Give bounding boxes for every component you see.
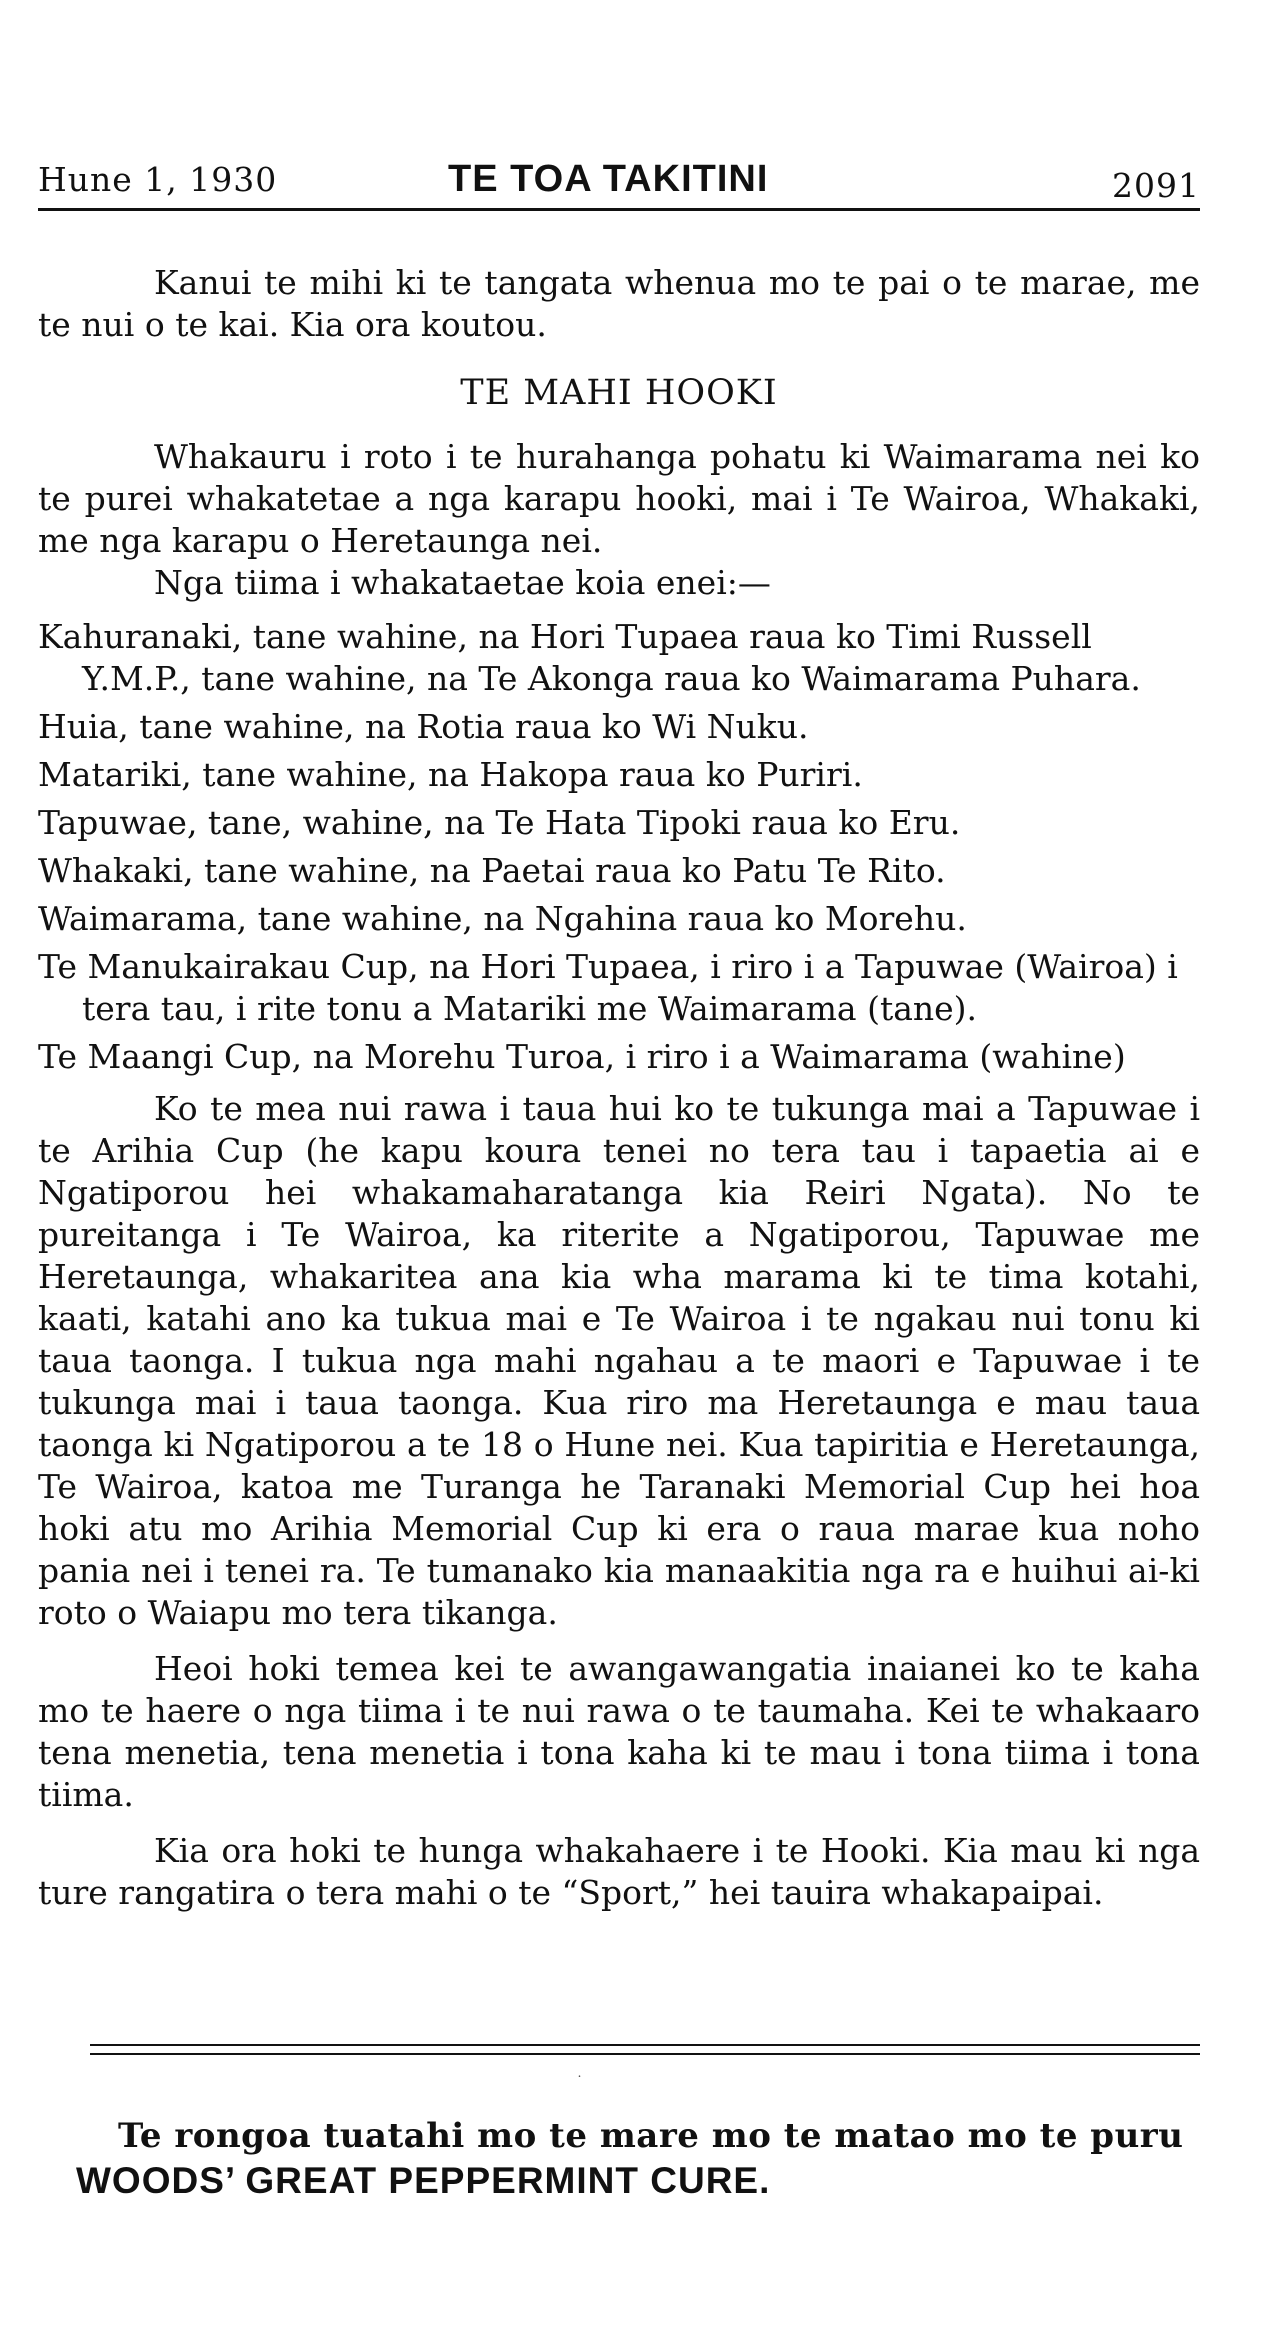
divider [90,2053,1200,2055]
opening-paragraph: Kanui te mihi ki te tangata whenua mo te pai o te marae, me te nui o te kai. Kia ora koutou. [38,263,1200,344]
section-heading: TE MAHI HOOKI [460,373,778,413]
list-item: Kahuranaki, tane wahine, na Hori Tupaea raua ko Timi Russell Y.M.P., tane wahine, na Te Akonga raua ko Waimarama Puhara. [38,617,1141,698]
teams-list [38,616,1200,1078]
body-paragraph: Ko te mea nui rawa i taua hui ko te tukunga mai a Tapuwae i te Arihia Cup (he kapu koura tenei no tera tau i tapaetia ai e Ngatiporou hei whakamaharatanga kia Reiri Ngata). No te pureitanga i Te Wairoa, ka riterite a Ngatiporou, Tapuwae me Heretaunga, whakaritea ana kia wha marama ki te tima kotahi, kaati, katahi ano ka tukua mai e Te Wairoa i te ngakau nui tonu ki taua taonga. I tukua nga mahi ngahau a te maori e Tapuwae i te tukunga mai i taua taonga. Kua riro ma Heretaunga e mau taua taonga ki Ngatiporou a te 18 o Hune nei. Kua tapiritia e Heretaunga, Te Wairoa, katoa me Turanga he Taranaki Memorial Cup hei hoa hoki atu mo Arihia Memorial Cup ki era o raua marae kua noho pania nei i tenei ra. Te tumanako kia manaakitia nga ra e huihui ai-ki roto o Waiapu mo tera tikanga. [38,1089,1200,1632]
publication-title: TE TOA TAKITINI [448,158,769,200]
intro-paragraph: Whakauru i roto i te hurahanga pohatu ki Waimarama nei ko te purei whakatetae a nga karapu hooki, mai i Te Wairoa, Whakaki, me nga karapu o Heretaunga nei. [38,437,1200,560]
body-paragraph: Kia ora hoki te hunga whakahaere i te Hooki. Kia mau ki nga ture rangatira o tera mahi o te “Sport,” hei tauira whakapaipai. [38,1831,1200,1912]
running-head [38,158,1200,211]
list-item: Tapuwae, tane, wahine, na Te Hata Tipoki raua ko Eru. [38,803,961,842]
ad-tagline: Te rongoa tuatahi mo te mare mo te matao mo te puru [118,2116,1184,2156]
list-item: Te Manukairakau Cup, na Hori Tupaea, i riro i a Tapuwae (Wairoa) i tera tau, i rite tonu a Matariki me Waimarama (tane). [38,947,1178,1028]
list-item: Waimarama, tane wahine, na Ngahina raua ko Morehu. [38,899,967,938]
list-item: Te Maangi Cup, na Morehu Turoa, i riro i a Waimarama (wahine) [38,1037,1126,1076]
list-item: Huia, tane wahine, na Rotia raua ko Wi Nuku. [38,707,809,746]
body-paragraph: Heoi hoki temea kei te awangawangatia inaianei ko te kaha mo te haere o nga tiima i te nui rawa o te taumaha. Kei te whakaaro tena menetia, tena menetia i tona kaha ki te mau i tona tiima i tona tiima. [38,1649,1200,1814]
teams-intro: Nga tiima i whakataetae koia enei:— [154,563,771,602]
article-body [38,262,1200,1914]
double-rule [90,2044,1200,2055]
ad-product-name: WOODS’ GREAT PEPPERMINT CURE. [76,2160,771,2201]
list-item: Matariki, tane wahine, na Hakopa raua ko Puriri. [38,755,863,794]
ornament-icon: ˙ [576,2074,583,2090]
list-item: Whakaki, tane wahine, na Paetai raua ko Patu Te Rito. [38,851,946,890]
issue-date: Hune 1, 1930 [38,160,278,199]
advertisement [38,2116,1200,2202]
page-number: 2091 [1112,166,1200,205]
divider [90,2044,1200,2046]
